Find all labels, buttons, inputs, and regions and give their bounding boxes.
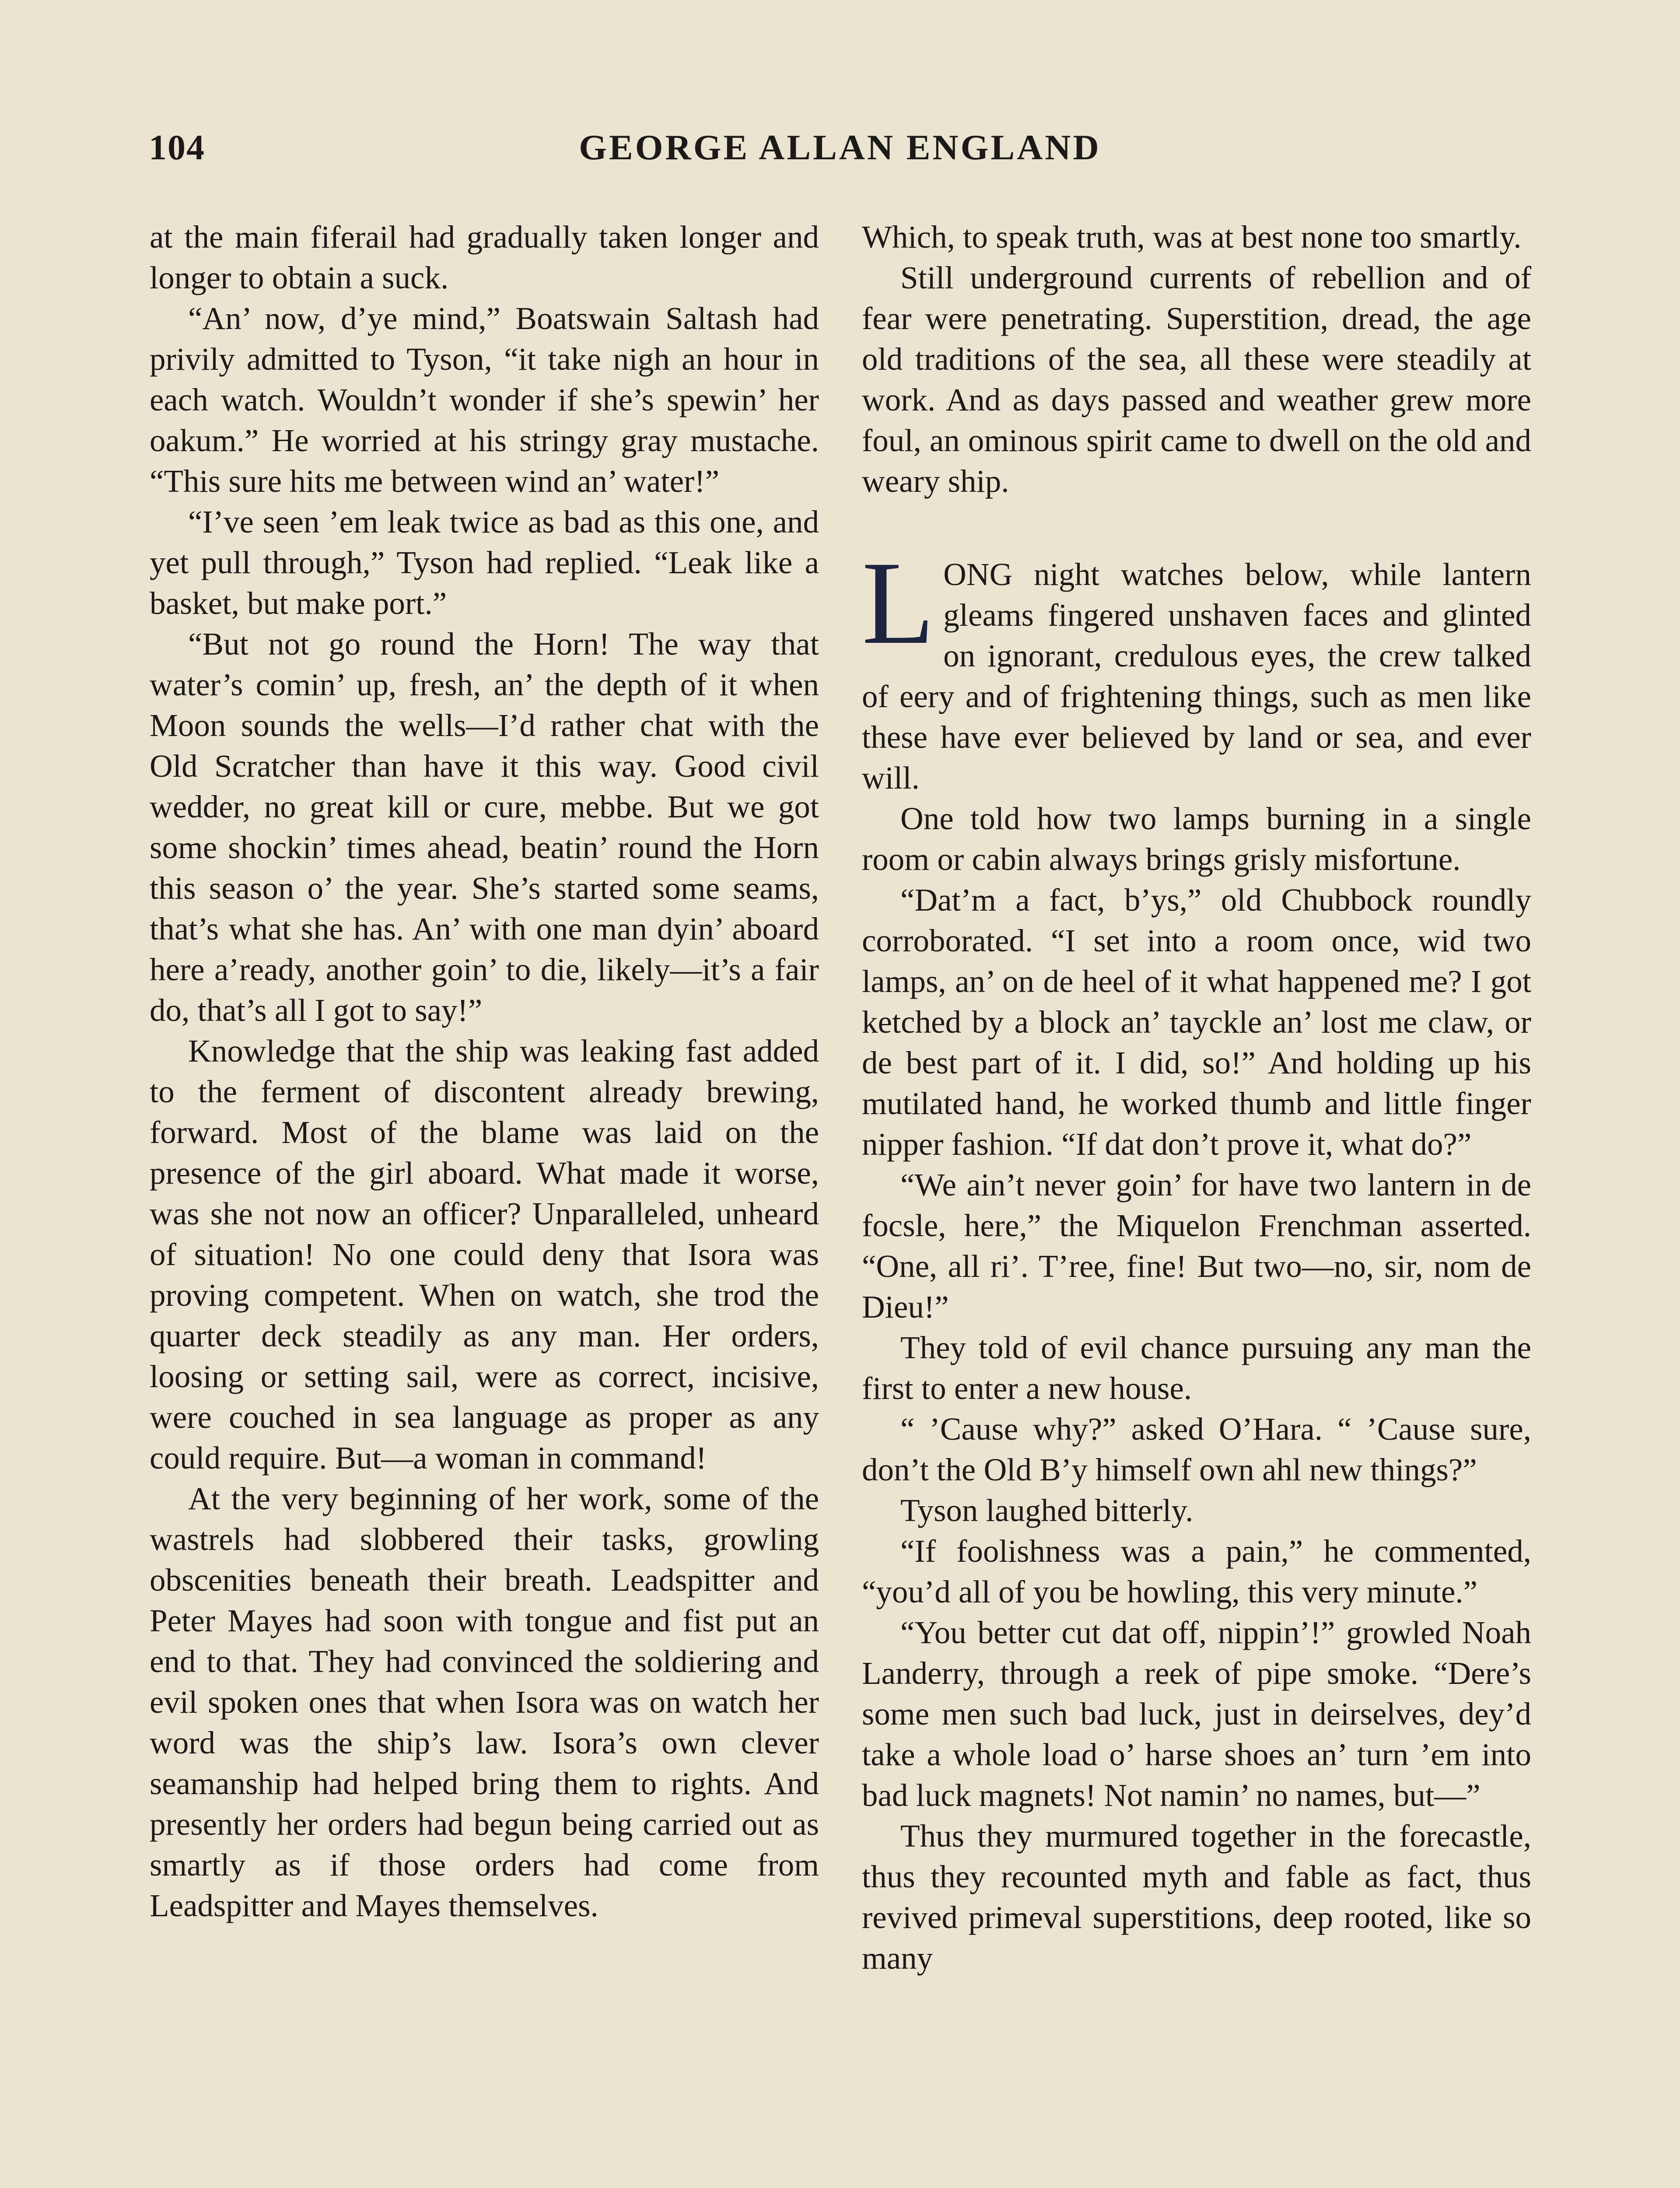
paragraph: Knowledge that the ship was leaking fast added to the ferment of discontent already brewing, forward. Most of the blame was laid on the presence of the girl aboard. What made it worse, was she not now an officer? Unparalleled, unheard of situation! No one could deny that Isora was proving competent. When on watch, she trod the quarter deck steadily as any man. Her orders, loosing or setting sail, were as correct, incisive, were couched in sea language as proper as any could require. But—a woman in command!	[150, 1033, 819, 1476]
paragraph: Tyson laughed bitterly.	[900, 1493, 1194, 1528]
paragraph: Still underground currents of rebellion and of fear were penetrating. Superstition, dread, the age old traditions of the sea, all these were steadily at work. And as days passed and weather grew more foul, an ominous spirit came to dwell on the old and weary ship.	[862, 260, 1531, 499]
paragraph: “You better cut dat off, nippin’!” growled Noah Landerry, through a reek of pipe smoke. “Dere’s some men such bad luck, just in deirselves, dey’d take a whole load o’ harse shoes an’ turn ’em into bad luck magnets! Not namin’ no names, but—”	[862, 1615, 1531, 1813]
paragraph: Which, to speak truth, was at best none too smartly.	[862, 219, 1522, 255]
paragraph: “ ’Cause why?” asked O’Hara. “ ’Cause sure, don’t the Old B’y himself own ahl new things?”	[862, 1411, 1531, 1487]
paragraph: “We ain’t never goin’ for have two lantern in de focsle, here,” the Miquelon Frenchman asserted. “One, all ri’. T’ree, fine! But two—no, sir, nom de Dieu!”	[862, 1167, 1531, 1325]
drop-cap: L	[862, 537, 935, 669]
paragraph: “I’ve seen ’em leak twice as bad as this one, and yet pull through,” Tyson had replied. “Leak like a basket, but make port.”	[150, 504, 819, 621]
page-number: 104	[149, 127, 205, 167]
paragraph: “But not go round the Horn! The way that water’s comin’ up, fresh, an’ the depth of it when Moon sounds the wells—I’d rather chat with the Old Scratcher than have it this way. Good civil wedder, no great kill or cure, mebbe. But we got some shockin’ times ahead, beatin’ round the Horn this season o’ the year. She’s started some seams, that’s what she has. An’ with one man dyin’ aboard here a’ready, another goin’ to die, likely—it’s a fair do, that’s all I got to say!”	[150, 626, 819, 1028]
paragraph: “If foolishness was a pain,” he commented, “you’d all of you be howling, this very minute.”	[862, 1533, 1531, 1609]
paragraph: They told of evil chance pursuing any man the first to enter a new house.	[862, 1330, 1531, 1406]
page-header	[149, 127, 1531, 175]
paragraph: Thus they murmured together in the forecastle, thus they recounted myth and fable as fact, thus revived primeval superstitions, deep rooted, like so many	[862, 1818, 1531, 1976]
paragraph: at the main fiferail had gradually taken longer and longer to obtain a suck.	[150, 219, 819, 295]
section-opening-paragraph	[862, 537, 1531, 798]
left-column	[150, 217, 819, 2188]
paragraph: “Dat’m a fact, b’ys,” old Chubbock roundly corroborated. “I set into a room once, wid two lamps, an’ on de heel of it what happened me? I got ketched by a block an’ tayckle an’ lost me claw, or de best part of it. I did, so!” And holding up his mutilated hand, he worked thumb and little finger nipper fashion. “If dat don’t prove it, what do?”	[862, 882, 1531, 1162]
running-head: GEORGE ALLAN ENGLAND	[579, 127, 1101, 167]
section-opening-text: ONG night watches below, while lantern gleams fingered unshaven faces and glinted on ignorant, credulous eyes, the crew talked of eery and of frightening things, such as men like these have ever believed by land or sea, and ever will.	[862, 557, 1531, 796]
paragraph: “An’ now, d’ye mind,” Boatswain Saltash had privily admitted to Tyson, “it take nigh an hour in each watch. Wouldn’t wonder if she’s spewin’ her oakum.” He worried at his stringy gray mustache. “This sure hits me between wind an’ water!”	[150, 301, 819, 499]
right-column	[862, 217, 1531, 2188]
paragraph: One told how two lamps burning in a single room or cabin always brings grisly misfortune.	[862, 801, 1531, 877]
paragraph: At the very beginning of her work, some of the wastrels had slobbered their tasks, growling obscenities beneath their breath. Leadspitter and Peter Mayes had soon with tongue and fist put an end to that. They had convinced the soldiering and evil spoken ones that when Isora was on watch her word was the ship’s law. Isora’s own clever seamanship had helped bring them to rights. And presently her orders had begun being carried out as smartly as if those orders had come from Leadspitter and Mayes themselves.	[150, 1481, 819, 1923]
